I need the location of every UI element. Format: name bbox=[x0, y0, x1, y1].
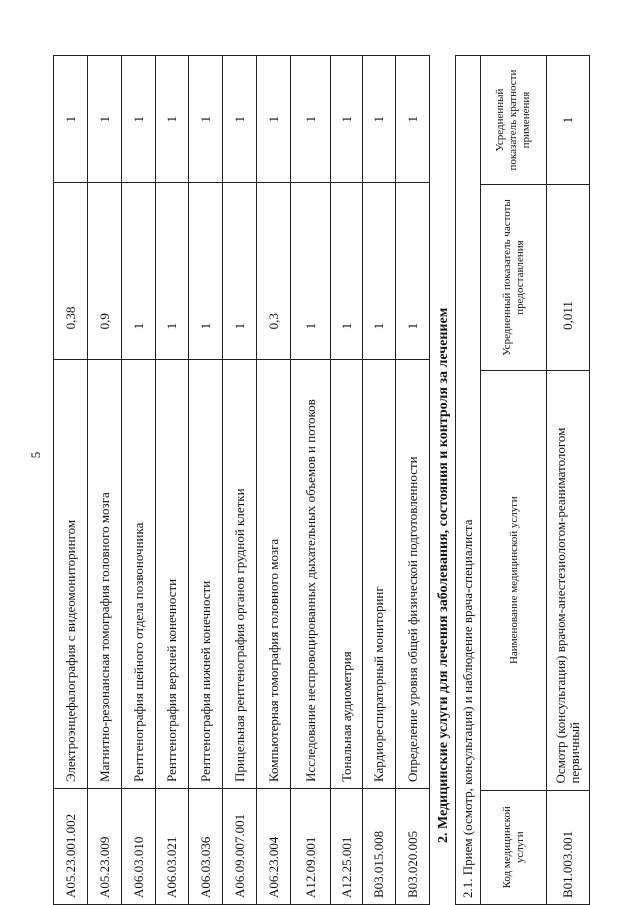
service-frequency: 0,011 bbox=[547, 185, 590, 371]
table-row bbox=[291, 56, 331, 905]
service-code: B01.003.001 bbox=[547, 790, 590, 904]
table-row bbox=[331, 56, 363, 905]
service-multiplicity: 1 bbox=[54, 56, 88, 183]
table-row bbox=[396, 56, 430, 905]
header-multiplicity: Усредненный показатель кратности применения bbox=[481, 56, 547, 185]
subsection-title: 2.1. Прием (осмотр, консультация) и наблюдение врача-специалиста bbox=[456, 56, 481, 905]
service-name: Тональная аудиометрия bbox=[331, 360, 363, 789]
service-multiplicity: 1 bbox=[291, 56, 331, 183]
service-multiplicity: 1 bbox=[331, 56, 363, 183]
service-frequency: 1 bbox=[189, 183, 223, 360]
service-frequency: 1 bbox=[122, 183, 156, 360]
page-number: 5 bbox=[28, 451, 43, 459]
table-row bbox=[88, 56, 122, 905]
service-frequency: 0,38 bbox=[54, 183, 88, 360]
service-multiplicity: 1 bbox=[189, 56, 223, 183]
service-code: A06.03.010 bbox=[122, 788, 156, 904]
service-frequency: 1 bbox=[291, 183, 331, 360]
service-name: Исследование неспровоцированных дыхательных объемов и потоков bbox=[291, 360, 331, 789]
service-frequency: 0,9 bbox=[88, 183, 122, 360]
service-name: Определение уровня общей физической подготовленности bbox=[396, 360, 430, 789]
header-name: Наименование медицинской услуги bbox=[481, 370, 547, 790]
table-row bbox=[122, 56, 156, 905]
header-code: Код медицинской услуги bbox=[481, 790, 547, 904]
table-row bbox=[189, 56, 223, 905]
table-row bbox=[223, 56, 257, 905]
table-header-row bbox=[481, 56, 547, 905]
service-name: Компьютерная томография головного мозга bbox=[257, 360, 291, 789]
table-row bbox=[54, 56, 88, 905]
service-multiplicity: 1 bbox=[547, 56, 590, 185]
service-multiplicity: 1 bbox=[223, 56, 257, 183]
service-code: B03.015.008 bbox=[363, 788, 396, 904]
service-name: Рентгенография шейного отдела позвоночника bbox=[122, 360, 156, 789]
table-row bbox=[156, 56, 189, 905]
header-frequency: Усредненный показатель частоты предоставления bbox=[481, 185, 547, 371]
service-code: A05.23.009 bbox=[88, 788, 122, 904]
service-name: Рентгенография верхней конечности bbox=[156, 360, 189, 789]
service-name: Осмотр (консультация) врачом-анестезиологом-реаниматологом первичный bbox=[547, 370, 590, 790]
service-code: A06.23.004 bbox=[257, 788, 291, 904]
service-frequency: 1 bbox=[223, 183, 257, 360]
service-multiplicity: 1 bbox=[88, 56, 122, 183]
table-row bbox=[257, 56, 291, 905]
service-frequency: 0,3 bbox=[257, 183, 291, 360]
service-frequency: 1 bbox=[331, 183, 363, 360]
service-multiplicity: 1 bbox=[257, 56, 291, 183]
table-row bbox=[547, 56, 590, 905]
service-code: A06.09.007.001 bbox=[223, 788, 257, 904]
service-multiplicity: 1 bbox=[396, 56, 430, 183]
service-multiplicity: 1 bbox=[363, 56, 396, 183]
table-row bbox=[363, 56, 396, 905]
service-frequency: 1 bbox=[156, 183, 189, 360]
service-code: B03.020.005 bbox=[396, 788, 430, 904]
services-table-continued bbox=[53, 55, 430, 905]
service-code: A06.03.021 bbox=[156, 788, 189, 904]
service-multiplicity: 1 bbox=[122, 56, 156, 183]
service-frequency: 1 bbox=[363, 183, 396, 360]
service-name: Кардиореспираторный мониторинг bbox=[363, 360, 396, 789]
service-name: Магнитно-резонансная томография головного мозга bbox=[88, 360, 122, 789]
service-code: A05.23.001.002 bbox=[54, 788, 88, 904]
service-name: Прицельная рентгенография органов грудной клетки bbox=[223, 360, 257, 789]
service-code: A12.25.001 bbox=[331, 788, 363, 904]
consultation-table bbox=[455, 55, 590, 905]
service-code: A06.03.036 bbox=[189, 788, 223, 904]
service-frequency: 1 bbox=[396, 183, 430, 360]
service-multiplicity: 1 bbox=[156, 56, 189, 183]
service-name: Электроэнцефалография с видеомониторингом bbox=[54, 360, 88, 789]
service-name: Рентгенография нижней конечности bbox=[189, 360, 223, 789]
service-code: A12.09.001 bbox=[291, 788, 331, 904]
section-2-title: 2. Медицинские услуги для лечения заболевания, состояния и контроля за лечением bbox=[436, 307, 451, 843]
